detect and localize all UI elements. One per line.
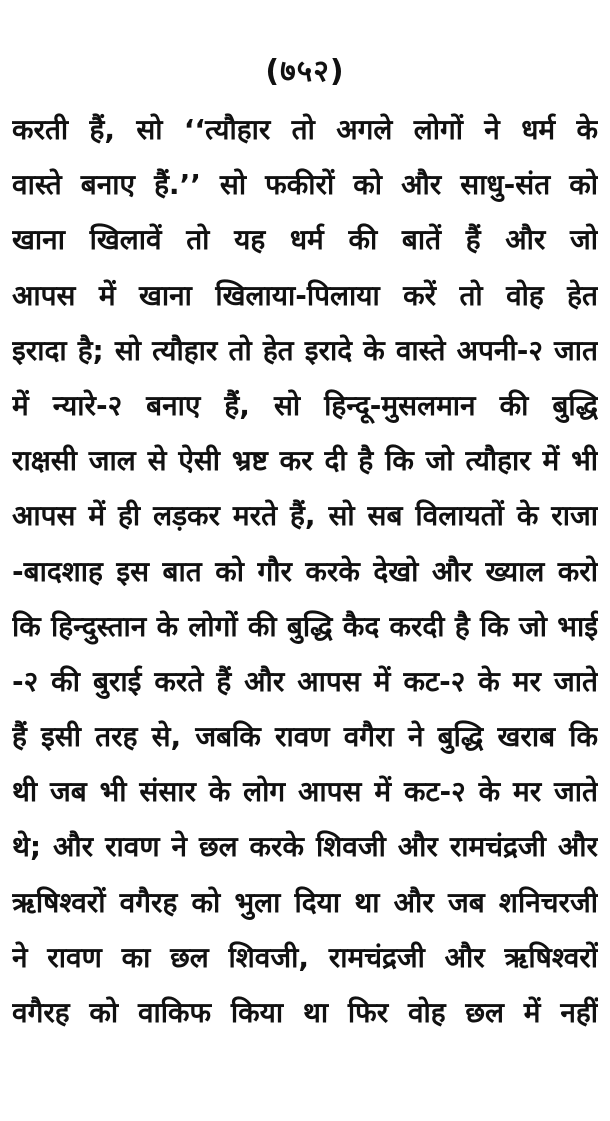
text-line: में न्यारे-२ बनाए हैं, सो हिन्दू-मुसलमान की बुद्धि: [12, 388, 598, 422]
text-line: करती हैं, सो ‘‘त्यौहार तो अगले लोगों ने धर्म के: [12, 113, 598, 146]
text-line: हैं इसी तरह से, जबकि रावण वगैरा ने बुद्धि खराब कि: [12, 720, 598, 754]
text-line: थी जब भी संसार के लोग आपस में कट-२ के मर जाते: [12, 775, 598, 809]
text-line: खाना खिलावें तो यह धर्म की बातें हैं और जो: [12, 223, 598, 257]
text-line: ऋषिश्वरों वगैरह को भुला दिया था और जब शनिचरजी: [12, 885, 598, 919]
text-line: राक्षसी जाल से ऐसी भ्रष्ट कर दी है कि जो त्यौहार में भी: [12, 444, 598, 478]
text-line: इरादा है; सो त्यौहार तो हेत इरादे के वास्ते अपनी-२ जात: [12, 333, 598, 367]
text-line: थे; और रावण ने छल करके शिवजी और रामचंद्रजी और: [12, 830, 598, 864]
text-line: वास्ते बनाए हैं.’’ सो फकीरों को और साधु-संत को: [12, 168, 598, 202]
text-line: -बादशाह इस बात को गौर करके देखो और ख्याल करो: [12, 554, 598, 588]
body-text: [12, 102, 598, 1040]
text-line: आपस में खाना खिलाया-पिलाया करें तो वोह हेत: [12, 278, 598, 312]
text-line: वगैरह को वाकिफ किया था फिर वोह छल में नहीं: [12, 996, 598, 1029]
text-line: ने रावण का छल शिवजी, रामचंद्रजी और ऋषिश्वरों: [12, 940, 598, 974]
text-line: कि हिन्दुस्तान के लोगों की बुद्धि कैद करदी है कि जो भाई: [12, 609, 598, 643]
text-line: -२ की बुराई करते हैं और आपस में कट-२ के मर जाते: [12, 664, 598, 698]
page-number: (७५२): [265, 54, 345, 89]
text-line: आपस में ही लड़कर मरते हैं, सो सब विलायतों के राजा: [12, 499, 598, 533]
